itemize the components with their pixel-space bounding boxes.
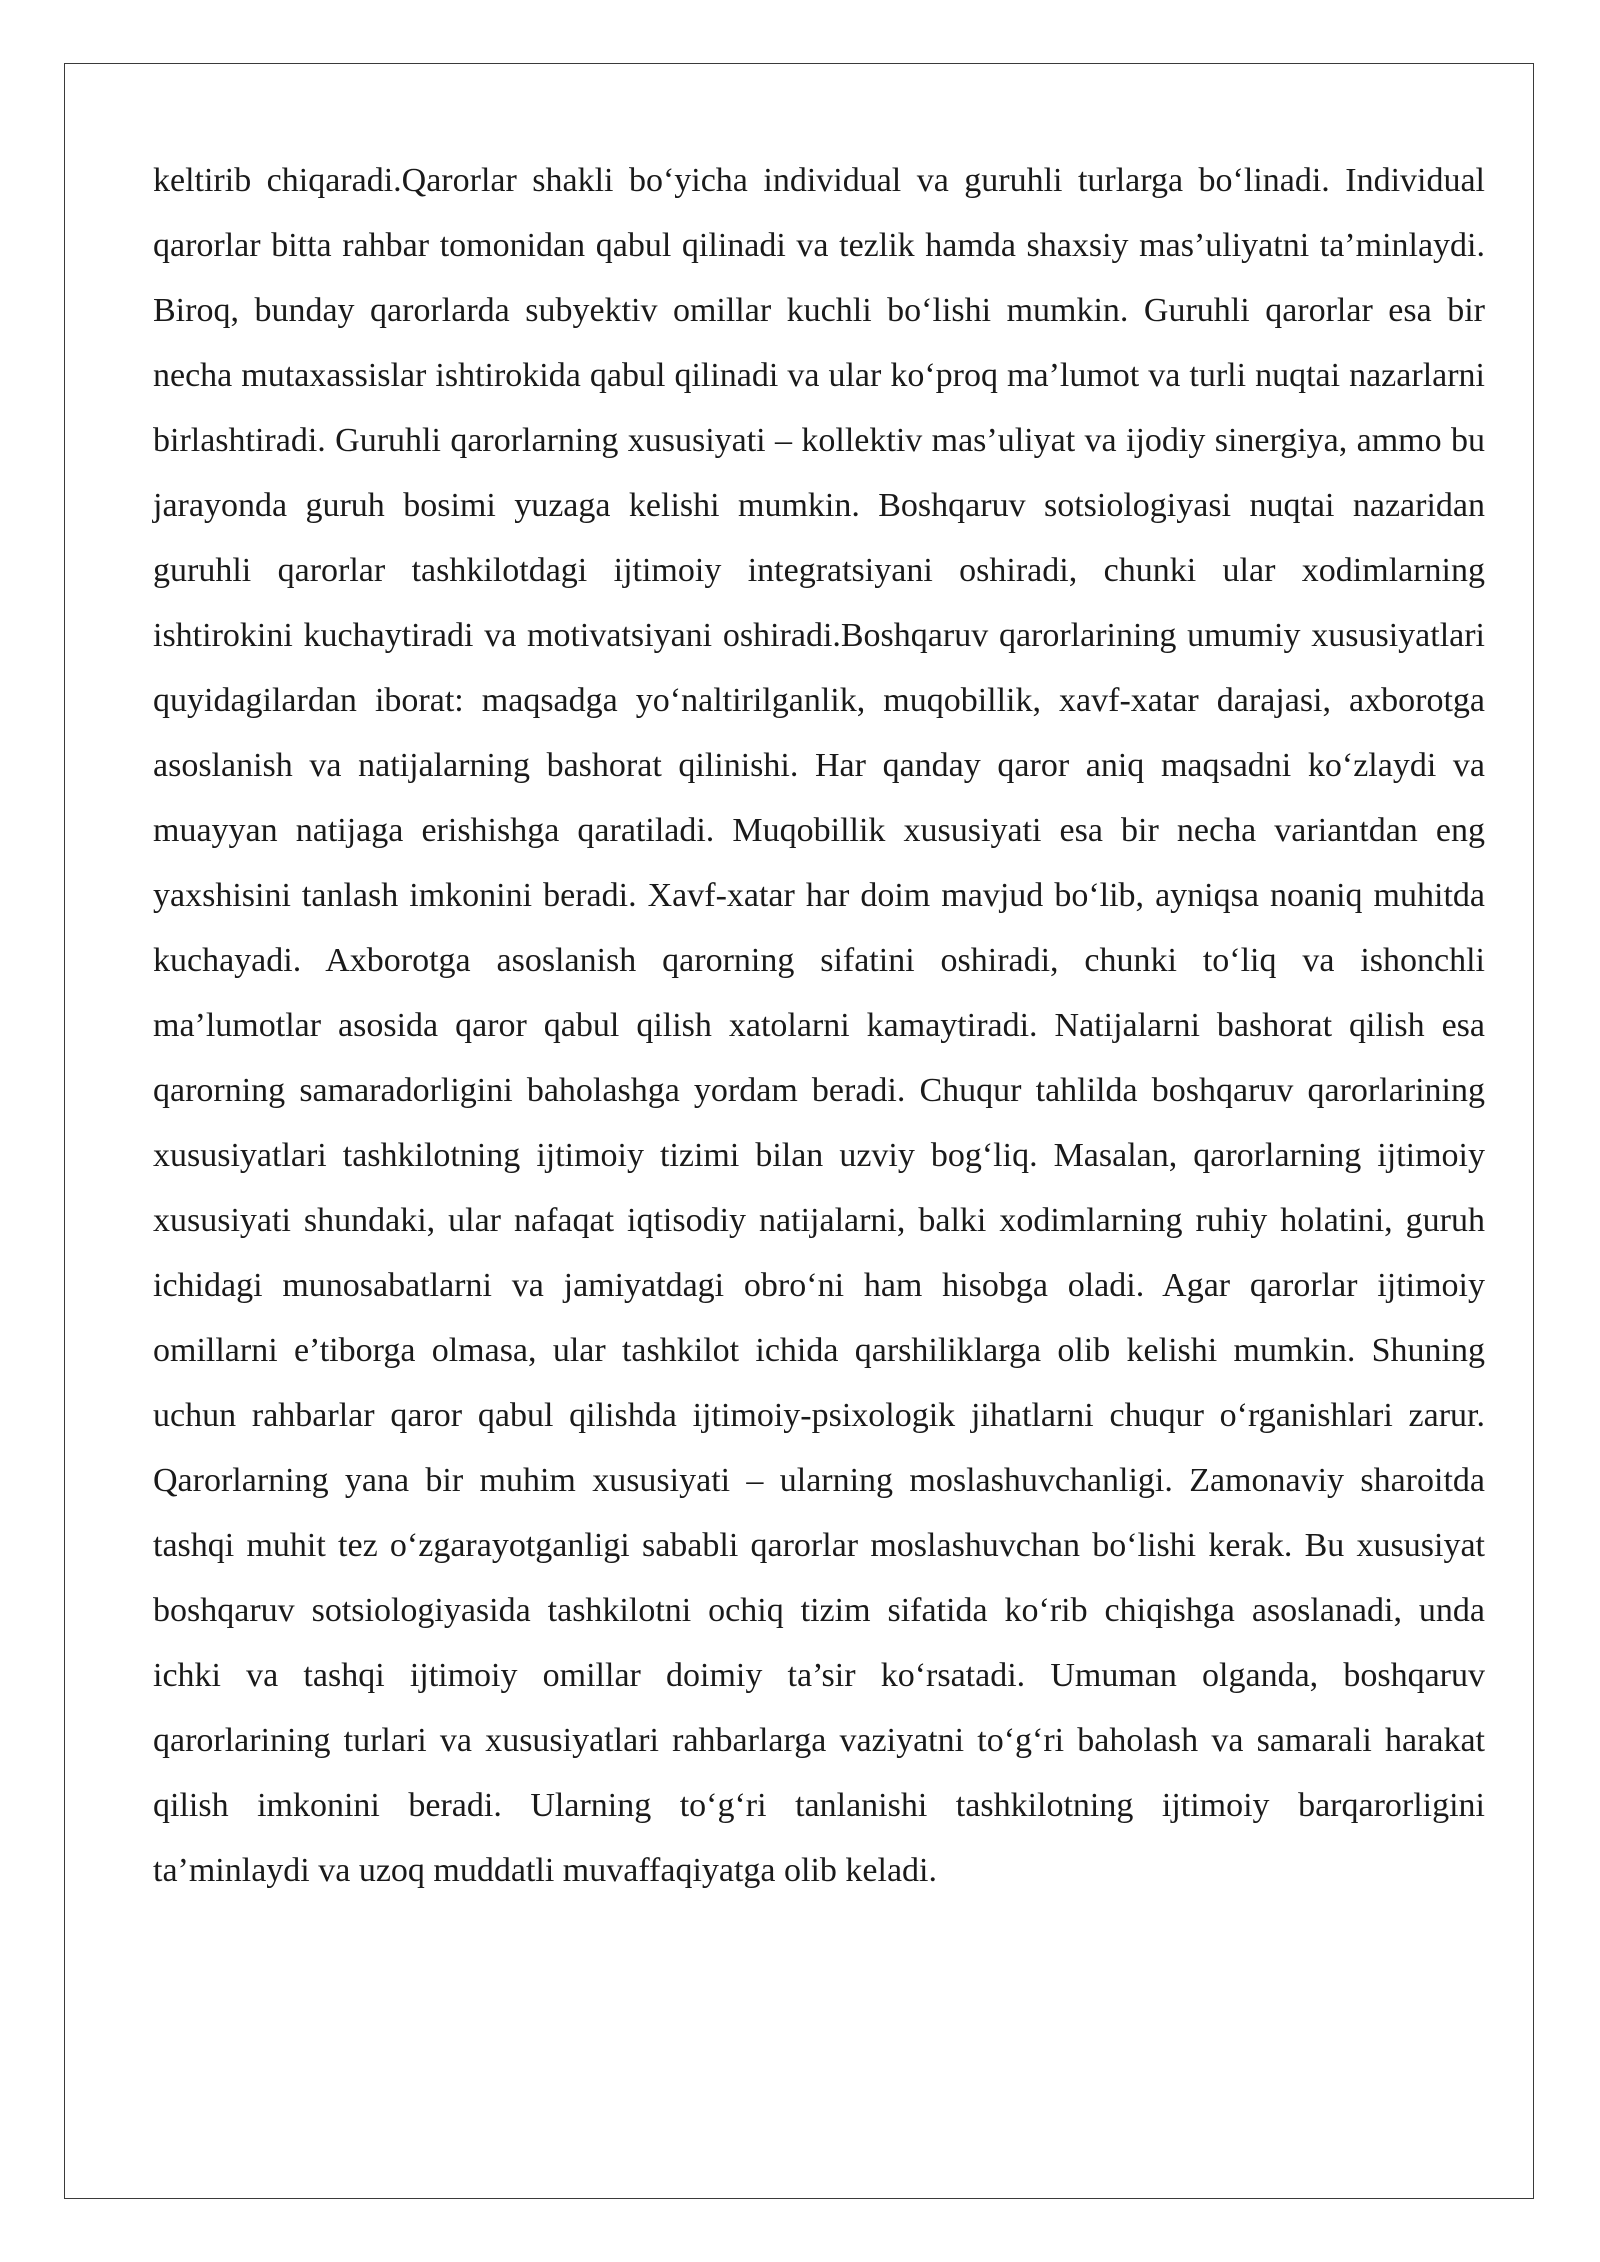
body-paragraph: keltirib chiqaradi.Qarorlar shakli bo‘yicha individual va guruhli turlarga bo‘linadi. Individual qarorlar bitta rahbar tomonidan qabul qilinadi va tezlik hamda shaxsiy mas’uliyatni ta’minlaydi. Biroq, bunday qarorlarda subyektiv omillar kuchli bo‘lishi mumkin. Guruhli qarorlar esa bir necha mutaxassislar ishtirokida qabul qilinadi va ular ko‘proq ma’lumot va turli nuqtai nazarlarni birlashtiradi. Guruhli qarorlarning xususiyati – kollektiv mas’uliyat va ijodiy sinergiya, ammo bu jarayonda guruh bosimi yuzaga kelishi mumkin. Boshqaruv sotsiologiyasi nuqtai nazaridan guruhli qarorlar tashkilotdagi ijtimoiy integratsiyani oshiradi, chunki ular xodimlarning ishtirokini kuchaytiradi va motivatsiyani oshiradi.Boshqaruv qarorlarining umumiy xususiyatlari quyidagilardan iborat: maqsadga yo‘naltirilganlik, muqobillik, xavf-xatar darajasi, axborotga asoslanish va natijalarning bashorat qilinishi. Har qanday qaror aniq maqsadni ko‘zlaydi va muayyan natijaga erishishga qaratiladi. Muqobillik xususiyati esa bir necha variantdan eng yaxshisini tanlash imkonini beradi. Xavf-xatar har doim mavjud bo‘lib, ayniqsa noaniq muhitda kuchayadi. Axborotga asoslanish qarorning sifatini oshiradi, chunki to‘liq va ishonchli ma’lumotlar asosida qaror qabul qilish xatolarni kamaytiradi. Natijalarni bashorat qilish esa qarorning samaradorligini baholashga yordam beradi. Chuqur tahlilda boshqaruv qarorlarining xususiyatlari tashkilotning ijtimoiy tizimi bilan uzviy bog‘liq. Masalan, qarorlarning ijtimoiy xususiyati shundaki, ular nafaqat iqtisodiy natijalarni, balki xodimlarning ruhiy holatini, guruh ichidagi munosabatlarni va jamiyatdagi obro‘ni ham hisobga oladi. Agar qarorlar ijtimoiy omillarni e’tiborga olmasa, ular tashkilot ichida qarshiliklarga olib kelishi mumkin. Shuning uchun rahbarlar qaror qabul qilishda ijtimoiy-psixologik jihatlarni chuqur o‘rganishlari zarur. Qarorlarning yana bir muhim xususiyati – ularning moslashuvchanligi. Zamonaviy sharoitda tashqi muhit tez o‘zgarayotganligi sababli qarorlar moslashuvchan bo‘lishi kerak. Bu xususiyat boshqaruv sotsiologiyasida tashkilotni ochiq tizim sifatida ko‘rib chiqishga asoslanadi, unda ichki va tashqi ijtimoiy omillar doimiy ta’sir ko‘rsatadi. Umuman olganda, boshqaruv qarorlarining turlari va xususiyatlari rahbarlarga vaziyatni to‘g‘ri baholash va samarali harakat qilish imkonini beradi. Ularning to‘g‘ri tanlanishi tashkilotning ijtimoiy barqarorligini ta’minlaydi va uzoq muddatli muvaffaqiyatga olib keladi.: [153, 162, 1485, 1889]
